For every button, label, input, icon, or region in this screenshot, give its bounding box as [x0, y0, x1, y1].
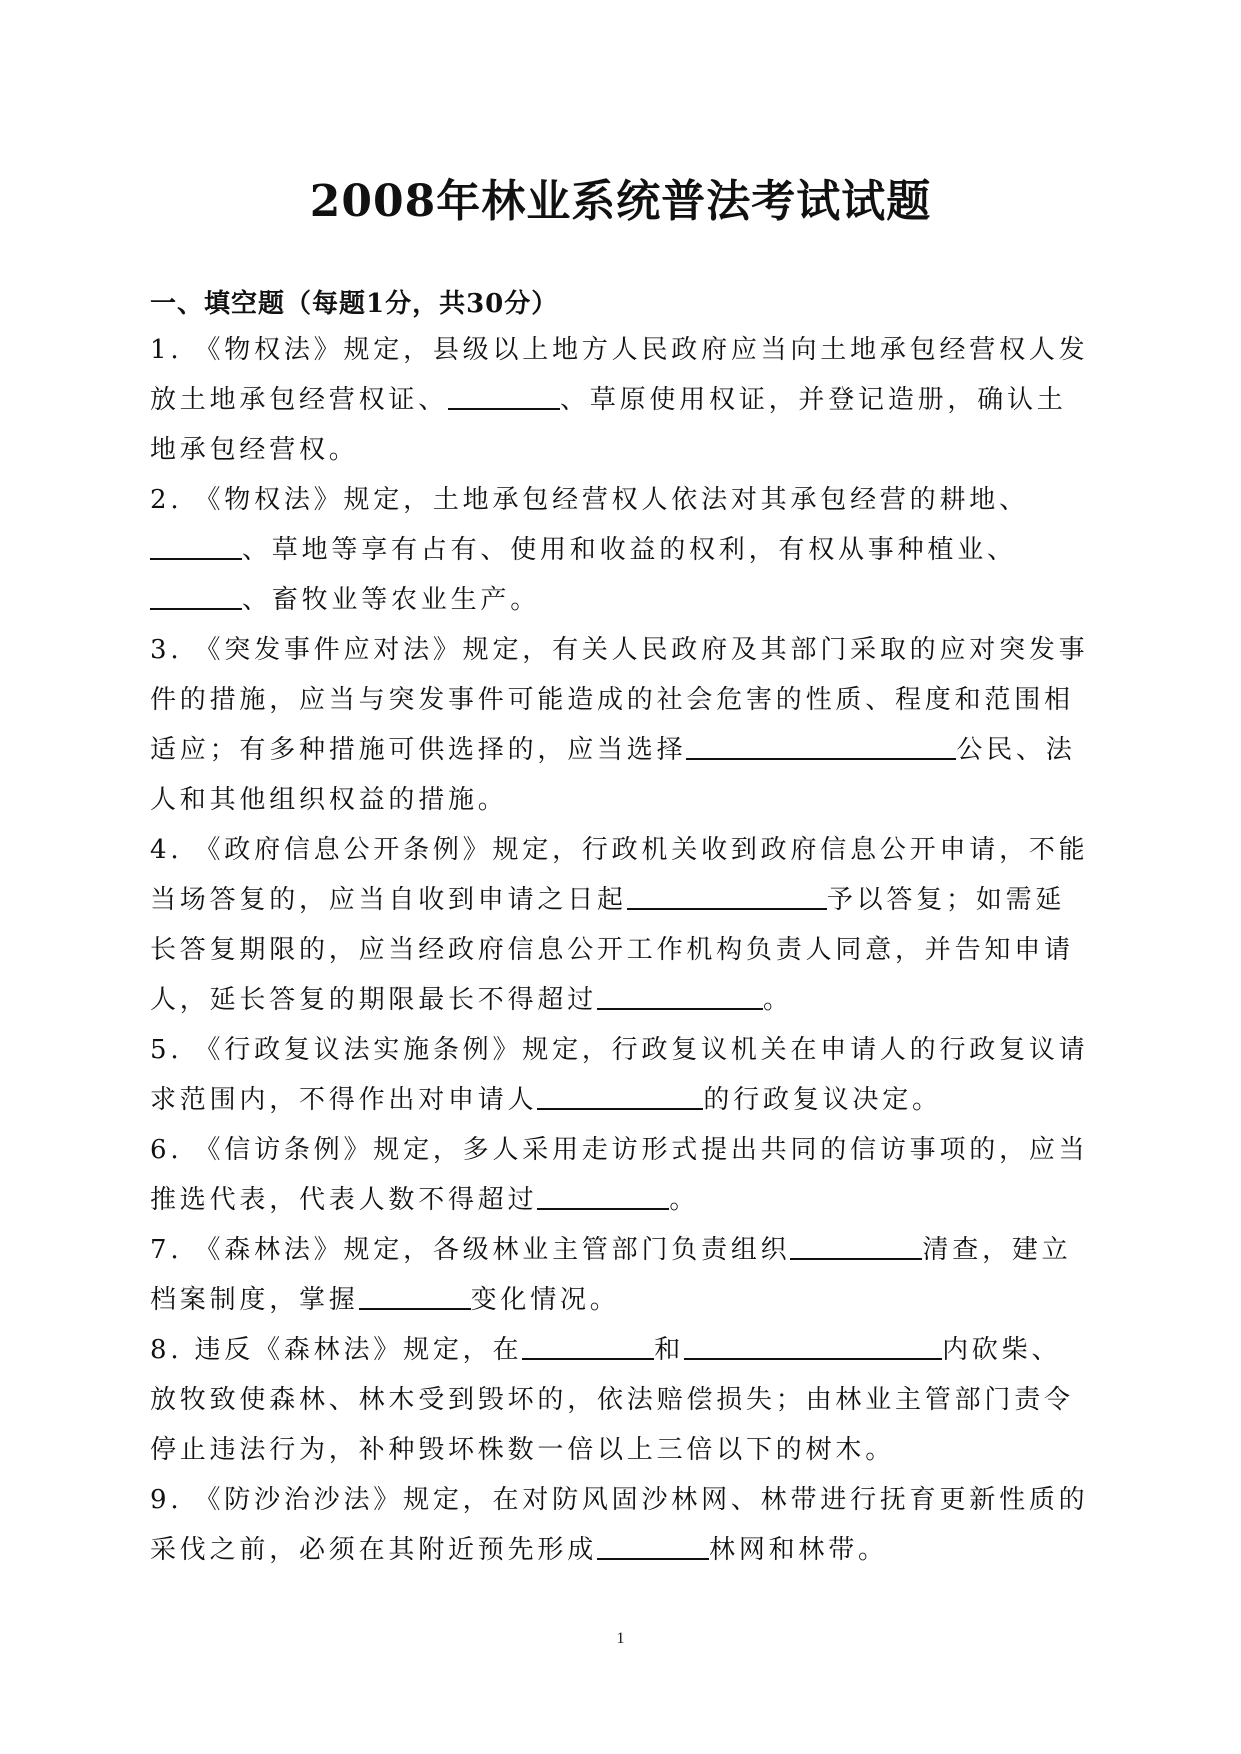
question-7 — [150, 1225, 1090, 1325]
question-text: 9. 《防沙治沙法》规定，在对防风固沙林网、林带进行抚育更新性质的采伐之前，必须在其附近预先形成 — [150, 1485, 1089, 1565]
question-text: 公民、法人和其他组织权益的措施。 — [150, 735, 1076, 815]
answer-blank — [627, 878, 827, 910]
question-6 — [150, 1125, 1090, 1225]
question-text: 1. 《物权法》规定，县级以上地方人民政府应当向土地承包经营权人发放土地承包经营权证、 — [150, 335, 1089, 415]
question-text: 4. 《政府信息公开条例》规定，行政机关收到政府信息公开申请，不能当场答复的，应当自收到申请之日起 — [150, 835, 1089, 915]
question-8 — [150, 1325, 1090, 1475]
question-text: 3. 《突发事件应对法》规定，有关人民政府及其部门采取的应对突发事件的措施，应当与突发事件可能造成的社会危害的性质、程度和范围相适应；有多种措施可供选择的，应当选择 — [150, 635, 1089, 765]
question-text: 的行政复议决定。 — [703, 1085, 942, 1115]
question-text: 。 — [669, 1185, 700, 1215]
question-text: 、草地等享有占有、使用和收益的权利，有权从事种植业、 — [242, 535, 1017, 565]
document-title: 2008年林业系统普法考试试题 — [309, 176, 932, 227]
question-text: 6. 《信访条例》规定，多人采用走访形式提出共同的信访事项的，应当推选代表，代表人数不得超过 — [150, 1135, 1089, 1215]
answer-blank — [790, 1228, 922, 1260]
question-9 — [150, 1475, 1090, 1575]
question-text: 2. 《物权法》规定，土地承包经营权人依法对其承包经营的耕地、 — [150, 485, 1029, 515]
section-heading: 一、填空题（每题1分，共30分） — [150, 289, 559, 319]
question-3 — [150, 625, 1090, 825]
question-text: 变化情况。 — [470, 1285, 620, 1315]
page-number: 1 — [616, 1630, 625, 1647]
question-text: 5. 《行政复议法实施条例》规定，行政复议机关在申请人的行政复议请求范围内，不得作出对申请人 — [150, 1035, 1089, 1115]
question-text: 清查，建立档案制度，掌握 — [150, 1235, 1072, 1315]
answer-blank — [359, 1278, 471, 1310]
question-text: 内砍柴、放牧致使森林、林木受到毁坏的，依法赔偿损失；由林业主管部门责令停止违法行为，补种毁坏株数一倍以上三倍以下的树木。 — [150, 1335, 1074, 1465]
answer-blank — [522, 1328, 654, 1360]
question-1 — [150, 325, 1090, 475]
answer-blank — [686, 728, 956, 760]
answer-blank — [150, 528, 242, 560]
question-text: 、畜牧业等农业生产。 — [242, 585, 541, 615]
answer-blank — [537, 1078, 703, 1110]
answer-blank — [597, 978, 763, 1010]
question-text: 8. 违反《森林法》规定，在 — [150, 1335, 523, 1365]
question-5 — [150, 1025, 1090, 1125]
question-text: 林网和林带。 — [709, 1535, 888, 1565]
question-text: 和 — [654, 1335, 685, 1365]
answer-blank — [597, 1528, 709, 1560]
answer-blank — [448, 378, 560, 410]
question-text: 7. 《森林法》规定，各级林业主管部门负责组织 — [150, 1235, 791, 1265]
answer-blank — [684, 1328, 942, 1360]
question-text: 。 — [763, 985, 793, 1015]
question-4 — [150, 825, 1090, 1025]
answer-blank — [150, 578, 242, 610]
question-list — [150, 325, 1090, 1575]
answer-blank — [537, 1178, 669, 1210]
question-2 — [150, 475, 1090, 625]
question-text: 予以答复；如需延长答复期限的，应当经政府信息公开工作机构负责人同意，并告知申请人，延长答复的期限最长不得超过 — [150, 885, 1074, 1015]
question-text: 、草原使用权证，并登记造册，确认土地承包经营权。 — [150, 385, 1067, 465]
